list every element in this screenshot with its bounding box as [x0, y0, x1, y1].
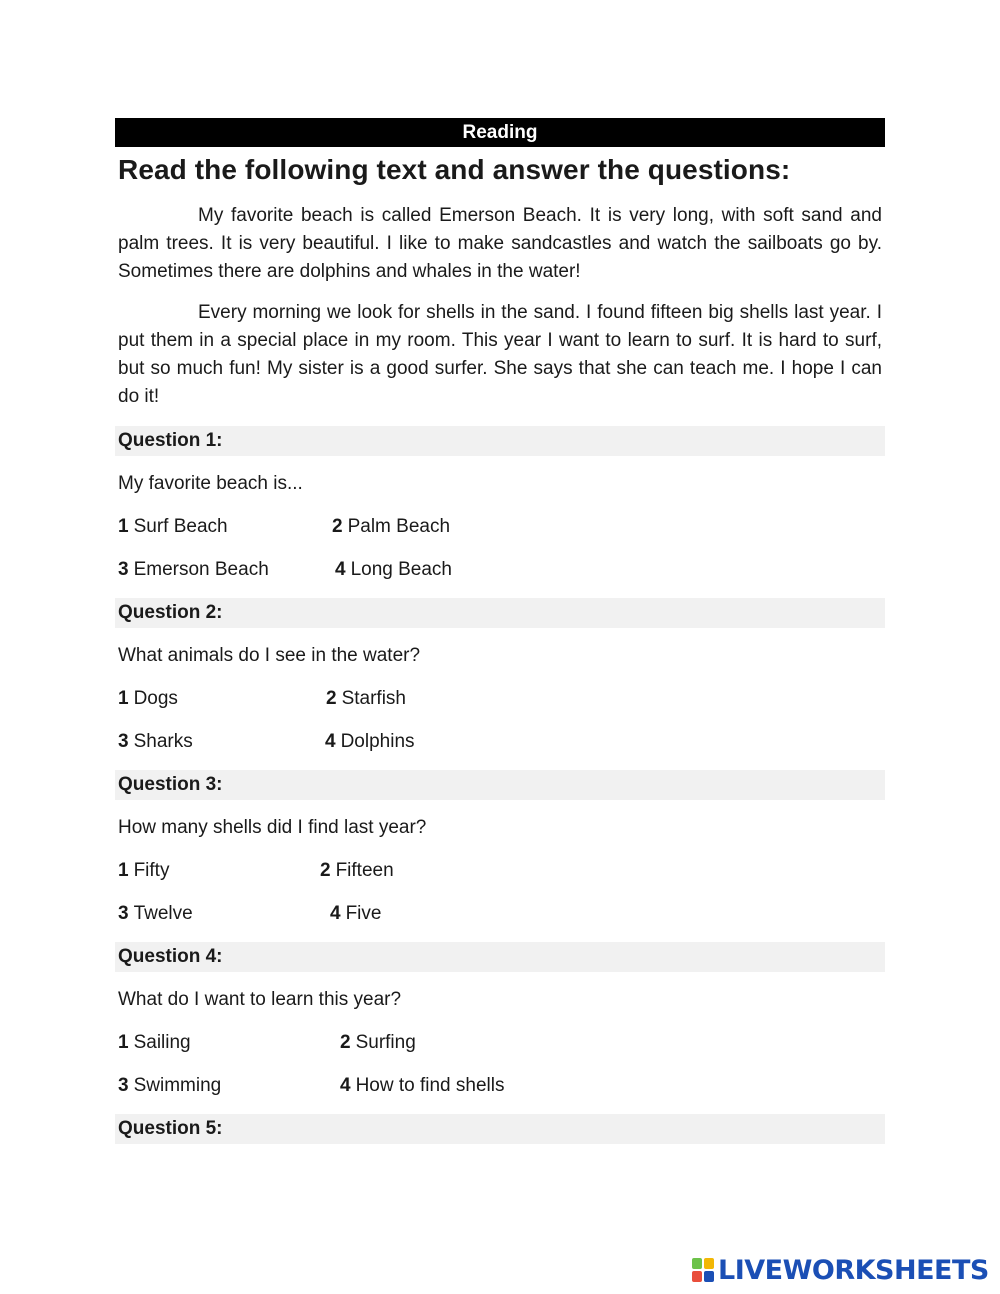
- liveworksheets-logo: [692, 1255, 989, 1285]
- option-2[interactable]: 2 Surfing: [340, 1032, 416, 1053]
- option-4[interactable]: 4 Long Beach: [335, 559, 452, 580]
- option-3[interactable]: 3 Swimming: [118, 1075, 222, 1096]
- question-header: Question 1:: [115, 426, 885, 456]
- options-row: [115, 1015, 885, 1058]
- option-4[interactable]: 4 Dolphins: [325, 731, 415, 752]
- question-2: [115, 598, 885, 757]
- options-row: [115, 843, 885, 886]
- question-header: Question 3:: [115, 770, 885, 800]
- passage-paragraph-2: Every morning we look for shells in the sand. I found fifteen big shells last year. I put them in a special place in my room. This year I want to learn to surf. It is hard to surf, but so much fun! My sister is a good surfer. She says that she can teach me. I hope I can do it!: [118, 302, 882, 407]
- option-2[interactable]: 2 Palm Beach: [332, 516, 451, 537]
- liveworksheets-logo-icon: [692, 1258, 714, 1282]
- option-3[interactable]: 3 Emerson Beach: [118, 559, 269, 580]
- option-4[interactable]: 4 How to find shells: [340, 1075, 505, 1096]
- section-label-bar: Reading: [115, 118, 885, 147]
- option-2[interactable]: 2 Starfish: [326, 688, 406, 709]
- options-row: [115, 886, 885, 929]
- question-text: What animals do I see in the water?: [118, 645, 421, 666]
- option-4[interactable]: 4 Five: [330, 903, 382, 924]
- options-row: [115, 714, 885, 757]
- question-5: [115, 1114, 885, 1144]
- option-3[interactable]: 3 Twelve: [118, 903, 193, 924]
- worksheet: [115, 118, 885, 1144]
- question-header: Question 2:: [115, 598, 885, 628]
- worksheet-title: Read the following text and answer the questions:: [118, 154, 791, 185]
- question-3: [115, 770, 885, 929]
- question-header: Question 5:: [115, 1114, 885, 1144]
- question-text: My favorite beach is...: [118, 473, 303, 494]
- option-3[interactable]: 3 Sharks: [118, 731, 193, 752]
- option-2[interactable]: 2 Fifteen: [320, 860, 394, 881]
- question-text: What do I want to learn this year?: [118, 989, 402, 1010]
- option-1[interactable]: 1 Fifty: [118, 860, 170, 881]
- question-text: How many shells did I find last year?: [118, 817, 427, 838]
- options-row: [115, 1058, 885, 1101]
- options-row: [115, 499, 885, 542]
- option-1[interactable]: 1 Dogs: [118, 688, 178, 709]
- logo-text: LIVEWORKSHEETS: [718, 1254, 989, 1286]
- question-header: Question 4:: [115, 942, 885, 972]
- question-4: [115, 942, 885, 1101]
- option-1[interactable]: 1 Surf Beach: [118, 516, 228, 537]
- options-row: [115, 542, 885, 585]
- option-1[interactable]: 1 Sailing: [118, 1032, 191, 1053]
- passage-paragraph-1: My favorite beach is called Emerson Beach. It is very long, with soft sand and palm trees. It is very beautiful. I like to make sandcastles and watch the sailboats go by. Sometimes there are dolphins and whales in the water!: [118, 205, 882, 282]
- question-1: [115, 426, 885, 585]
- options-row: [115, 671, 885, 714]
